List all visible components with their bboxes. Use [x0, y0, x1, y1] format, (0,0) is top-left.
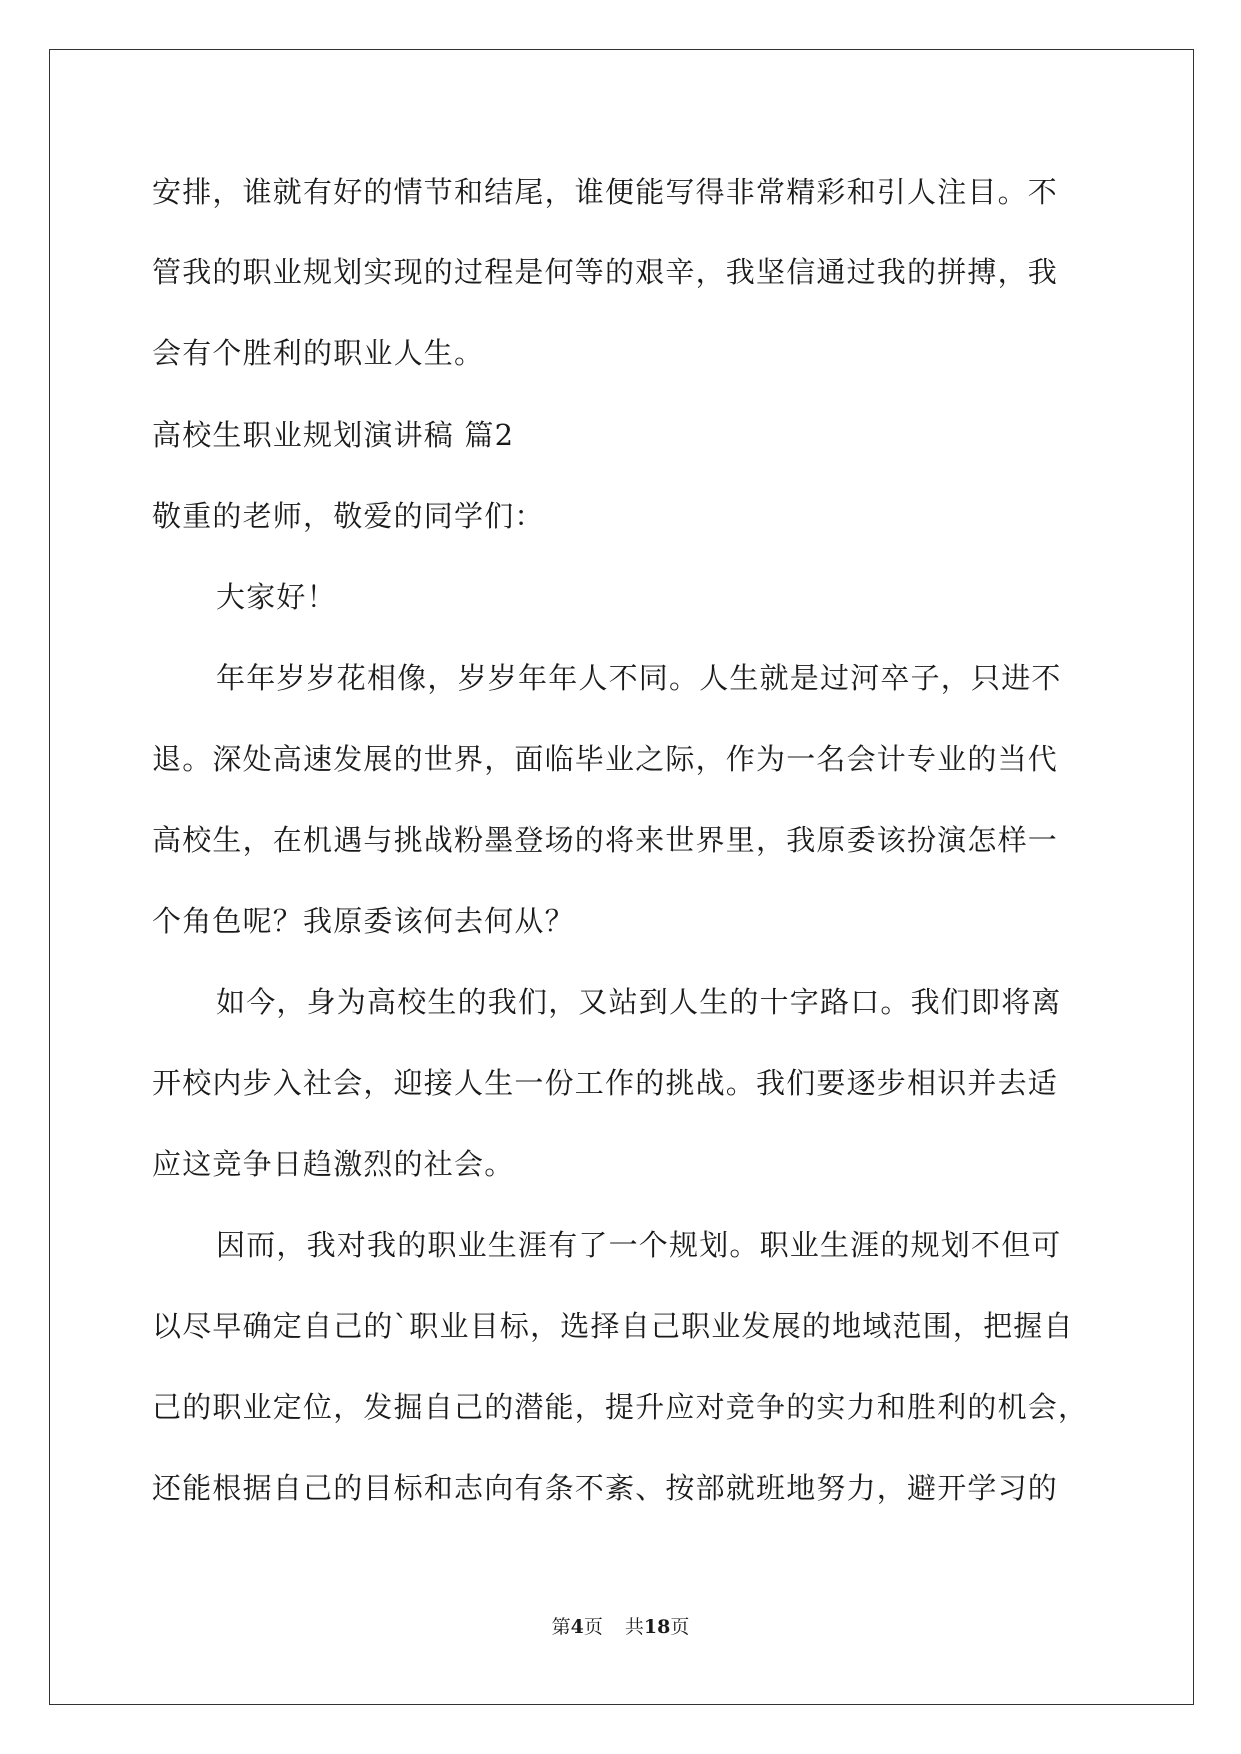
section-heading: 高校生职业规划演讲稿 篇2 [152, 418, 515, 452]
text-line: 开校内步入社会，迎接人生一份工作的挑战。我们要逐步相识并去适 [152, 1066, 1059, 1100]
footer-total-suffix: 页 [670, 1616, 690, 1638]
text-line: 如今，身为高校生的我们，又站到人生的十字路口。我们即将离 [216, 985, 1062, 1019]
text-line: 己的职业定位，发掘自己的潜能，提升应对竞争的实力和胜利的机会， [152, 1390, 1089, 1424]
text-line: 年年岁岁花相像，岁岁年年人不同。人生就是过河卒子，只进不 [216, 661, 1062, 695]
text-line: 安排，谁就有好的情节和结尾，谁便能写得非常精彩和引人注目。不 [152, 175, 1059, 209]
text-line: 应这竞争日趋激烈的社会。 [152, 1147, 515, 1181]
text-line: 以尽早确定自己的`职业目标，选择自己职业发展的地域范围，把握自 [152, 1309, 1074, 1343]
footer-page-suffix: 页 [583, 1616, 603, 1638]
text-line: 还能根据自己的目标和志向有条不紊、按部就班地努力，避开学习的 [152, 1471, 1059, 1505]
text-line: 因而，我对我的职业生涯有了一个规划。职业生涯的规划不但可 [216, 1228, 1062, 1262]
text-line: 管我的职业规划实现的过程是何等的艰辛，我坚信通过我的拼搏，我 [152, 255, 1059, 289]
text-line: 退。深处高速发展的世界，面临毕业之际，作为一名会计专业的当代 [152, 742, 1059, 776]
footer-total-pages: 18 [643, 1616, 671, 1638]
text-line: 会有个胜利的职业人生。 [152, 336, 485, 370]
greeting: 大家好！ [216, 580, 337, 614]
page-border [49, 49, 1194, 1705]
footer-page-prefix: 第 [551, 1616, 571, 1638]
footer-page-number: 4 [570, 1616, 584, 1638]
salutation: 敬重的老师，敬爱的同学们： [152, 499, 545, 533]
footer-total-prefix: 共 [624, 1616, 644, 1638]
text-line: 高校生，在机遇与挑战粉墨登场的将来世界里，我原委该扮演怎样一 [152, 823, 1059, 857]
page-footer [0, 1614, 1241, 1640]
text-line: 个角色呢？我原委该何去何从？ [152, 904, 575, 938]
